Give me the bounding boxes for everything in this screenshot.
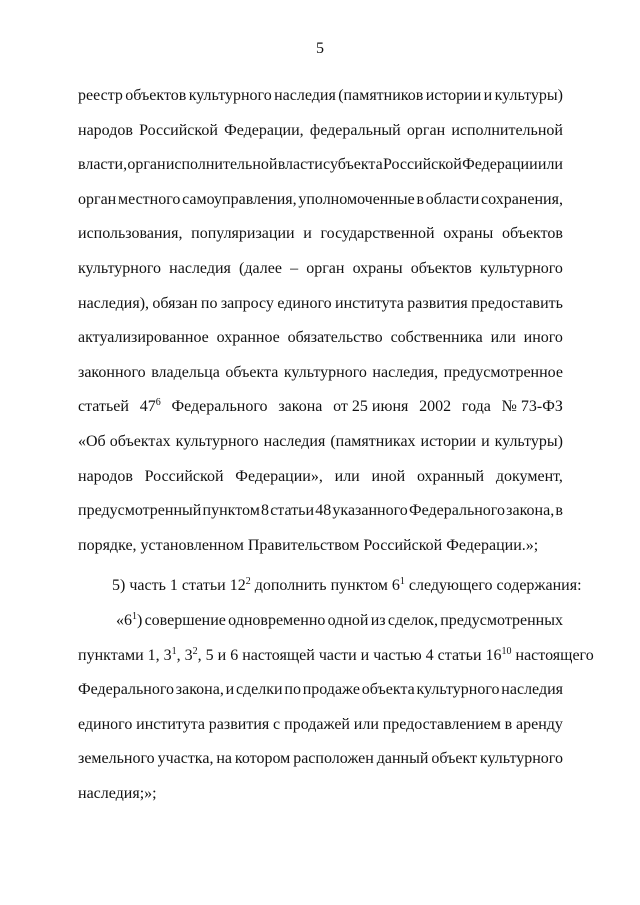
word: иной (371, 467, 406, 485)
word: 48 (315, 502, 332, 520)
word: или (353, 715, 379, 733)
text-line (78, 114, 563, 149)
word: «Об объектах (78, 432, 171, 450)
word: орган (406, 121, 446, 139)
word: $47^6$ (139, 397, 161, 416)
text-line (78, 321, 563, 356)
word: культуры) (494, 87, 563, 104)
word: Российской (144, 467, 224, 485)
word: охранное (216, 329, 280, 347)
word: аренду (516, 715, 563, 733)
text-line (78, 183, 563, 218)
word: предоставить (471, 294, 563, 312)
word: предоставлением (382, 715, 501, 733)
quoted-new-point (78, 604, 594, 812)
word: владельца (151, 363, 220, 381)
word: самоуправления, (182, 190, 297, 208)
text-line-with-superscript (78, 604, 563, 639)
word: земельного (78, 750, 155, 768)
text-line (78, 287, 563, 322)
word: или (490, 329, 516, 347)
word: власти (277, 156, 323, 174)
word: – (290, 259, 299, 277)
word: иного (523, 329, 563, 347)
word: сохранения, (480, 190, 563, 208)
word: в (504, 715, 513, 733)
superscript: 1 (132, 610, 137, 622)
word: орган (306, 259, 345, 277)
word: собственника (390, 329, 483, 347)
word: запросу (220, 294, 274, 312)
word: Федерального (408, 502, 505, 520)
word: культурного (416, 681, 500, 699)
word: культурного (175, 432, 259, 450)
word: орган (78, 190, 117, 208)
word: Федерального (78, 681, 175, 699)
word: местного (117, 190, 181, 208)
word: наследия (169, 259, 231, 277)
word: наследия (501, 681, 563, 699)
word: культурного (78, 259, 162, 277)
word: пунктом (202, 502, 260, 520)
word: области (425, 190, 480, 208)
word: объекта (361, 681, 415, 699)
word: объектов (501, 225, 563, 243)
word: Федерации», (235, 467, 323, 485)
word: 2002 (419, 398, 452, 416)
word: народов (78, 121, 133, 139)
word: в (416, 190, 425, 208)
word: института (335, 294, 404, 312)
word: уполномоченные (298, 190, 415, 208)
word: предусмотренное (443, 363, 563, 381)
word: единого (277, 294, 332, 312)
word: популяризации (191, 225, 295, 243)
word: орган (127, 156, 166, 174)
text-line (78, 148, 563, 183)
text-line (78, 460, 563, 495)
text-line-with-superscript (78, 390, 563, 425)
word: указанного (332, 502, 408, 520)
superscript: 10 (501, 645, 512, 657)
document-body (78, 79, 594, 811)
text-line (78, 252, 563, 287)
word: наследия (263, 432, 326, 450)
word: обязан (152, 294, 198, 312)
word: совершение (144, 611, 226, 629)
word: закона, (175, 681, 224, 699)
word: института (136, 715, 205, 733)
word: реестр (78, 87, 123, 104)
text-line (78, 494, 563, 529)
word: охраны (443, 225, 494, 243)
word: объектов (410, 259, 472, 277)
text-line-with-superscript: пунктами 1, $3^1$, $3^2$, 5 и 6 настоящей части и частью 4 статьи $16^{10}$ настоящего (78, 645, 594, 664)
text-line (78, 356, 563, 391)
word: закона, (506, 502, 555, 520)
word: предусмотренный (78, 502, 202, 520)
word: одновременно (228, 611, 326, 629)
word: культурного (479, 750, 563, 768)
word: одной (327, 611, 369, 629)
word: по (284, 681, 301, 699)
word: обязательство (287, 329, 383, 347)
word: продаже (302, 681, 360, 699)
word: объект (431, 750, 478, 768)
word: № 73-ФЗ (501, 398, 563, 416)
superscript: 2 (192, 645, 198, 657)
word: из (370, 611, 386, 629)
word: субъекта (323, 156, 383, 174)
word: от 25 июня (333, 398, 409, 416)
word: или (334, 467, 360, 485)
text-line (78, 79, 563, 114)
word: и (483, 87, 493, 104)
word: объектов (125, 87, 187, 104)
word: закона (278, 398, 323, 416)
word: наследия), (78, 294, 150, 312)
text-line (78, 425, 563, 460)
page-number: 5 (316, 40, 324, 57)
word: использования, (78, 225, 183, 243)
word: (памятниках (330, 432, 416, 450)
word: объекта (225, 363, 279, 381)
word: и (481, 432, 490, 450)
text-line (78, 708, 563, 743)
word: предусмотренных (440, 611, 563, 629)
superscript: 2 (245, 576, 251, 588)
word: истории (420, 432, 477, 450)
word: документ, (495, 467, 563, 485)
word: статьей (78, 398, 129, 416)
word: федеральный (309, 121, 401, 139)
text-line: наследия;»; (78, 784, 157, 802)
word: законного (78, 363, 146, 381)
text-line: порядке, установленном Правительством Российской Федерации.»; (78, 536, 539, 554)
word: по (200, 294, 218, 312)
word: власти, (78, 156, 128, 174)
word: исполнительной (451, 121, 563, 139)
word: и (225, 681, 235, 699)
word: на (216, 750, 233, 768)
word: сделки (235, 681, 283, 699)
superscript: 1 (399, 576, 405, 588)
word: (памятников (338, 87, 424, 104)
word: культурного (479, 259, 563, 277)
word: «$6^1$) (116, 610, 143, 629)
word: развития (208, 715, 270, 733)
word: с продажей (273, 715, 350, 733)
word: охраны (352, 259, 403, 277)
word: наследия, (372, 363, 439, 381)
word: 8 (261, 502, 270, 520)
word: культурного (283, 363, 367, 381)
word: развития (407, 294, 468, 312)
superscript: 6 (155, 397, 161, 409)
word: или (537, 156, 563, 174)
text-line (78, 217, 563, 252)
word: (далее (239, 259, 282, 277)
word: в (555, 502, 563, 520)
text-line (78, 742, 563, 777)
superscript: 1 (171, 645, 177, 657)
word: сделок, (387, 611, 438, 629)
word: Федерального (171, 398, 268, 416)
word: Российской (382, 156, 462, 174)
word: расположен (293, 750, 374, 768)
word: котором (234, 750, 291, 768)
word: Российской (139, 121, 218, 139)
amendment-item-5: 5) часть 1 статьи $12^2$ дополнить пунктом $6^1$ следующего содержания: (112, 576, 582, 595)
word: Федерации (462, 156, 538, 174)
word: народов (78, 467, 133, 485)
word: и (303, 225, 312, 243)
word: охранный (416, 467, 485, 485)
word: культурного (188, 87, 272, 104)
word: единого (78, 715, 133, 733)
word: истории (425, 87, 482, 104)
word: исполнительной (165, 156, 278, 174)
word: участка, (157, 750, 214, 768)
word: Федерации, (224, 121, 304, 139)
word: года (461, 398, 491, 416)
word: данный (376, 750, 429, 768)
word: наследия (274, 87, 336, 104)
word: культуры) (494, 432, 563, 450)
word: статьи (270, 502, 315, 520)
text-line (78, 673, 563, 708)
word: государственной (320, 225, 435, 243)
word: актуализированное (78, 329, 209, 347)
paragraph-registry-text (78, 79, 563, 563)
